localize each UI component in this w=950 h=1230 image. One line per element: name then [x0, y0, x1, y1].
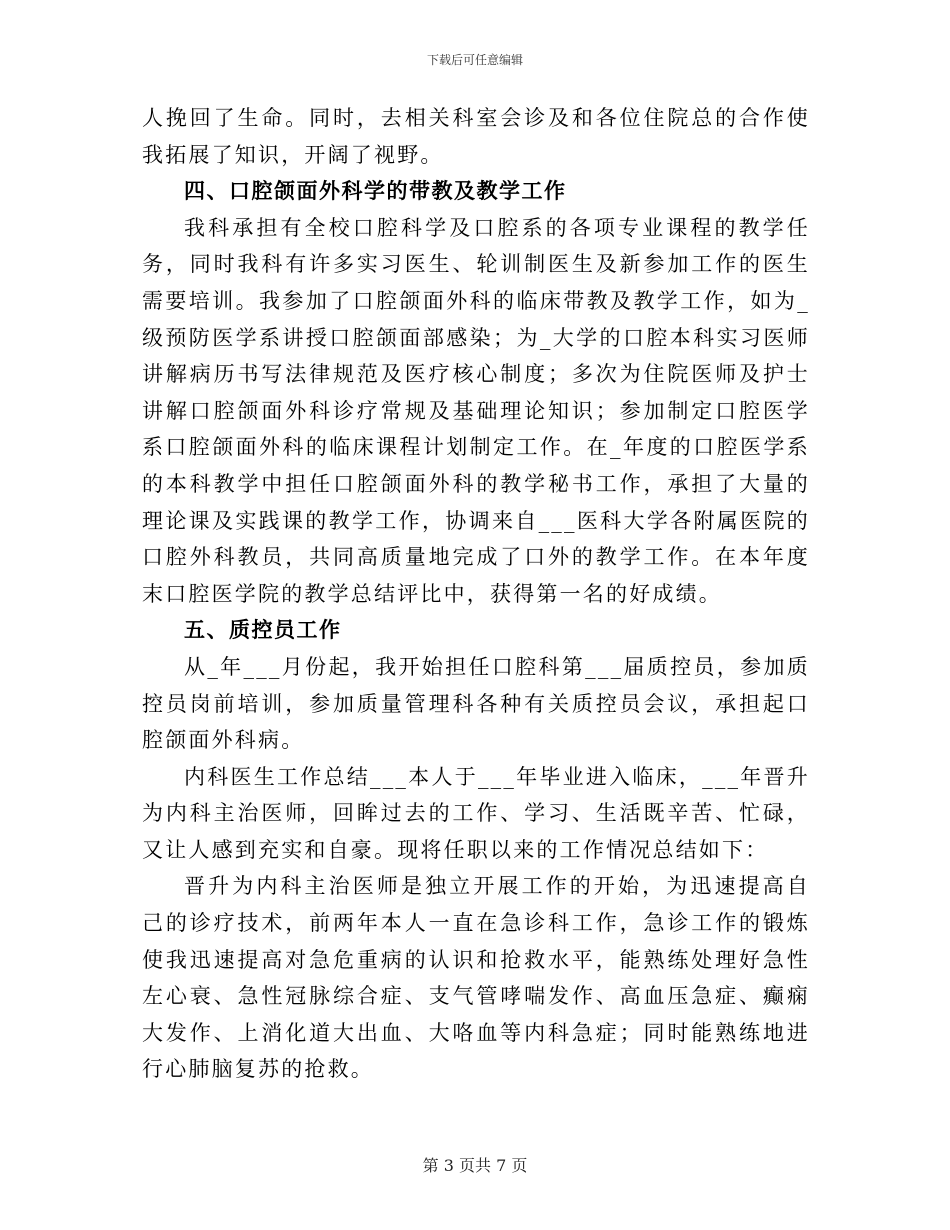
paragraph-quality-control: 从_年___月份起，我开始担任口腔科第___届质控员，参加质控员岗前培训，参加质量管理科各种有关质控员会议，承担起口腔颌面外科病。 [142, 654, 810, 753]
paragraph-continuation: 人挽回了生命。同时，去相关科室会诊及和各位住院总的合作使我拓展了知识，开阔了视野。 [142, 106, 810, 167]
section-heading-quality-control: 五、质控员工作 [184, 617, 342, 643]
paragraph-summary-intro: 内科医生工作总结___本人于___年毕业进入临床，___年晋升为内科主治医师，回眸过去的工作、学习、生活既辛苦、忙碌，又让人感到充实和自豪。现将任职以来的工作情况总结如下： [142, 764, 810, 862]
paragraph-teaching: 我科承担有全校口腔科学及口腔系的各项专业课程的教学任务，同时我科有许多实习医生、轮训制医生及新参加工作的医生需要培训。我参加了口腔颌面外科的临床带教及教学工作，如为_级预防医学系讲授口腔颌面部感染；为_大学的口腔本科实习医师讲解病历书写法律规范及医疗核心制度；多次为住院医师及护士讲解口腔颌面外科诊疗常规及基础理论知识；参加制定口腔医学系口腔颌面外科的临床课程计划制定工作。在_年度的口腔医学系的本科教学中担任口腔颌面外科的教学秘书工作，承担了大量的理论课及实践课的教学工作，协调来自___医科大学各附属医院的口腔外科教员，共同高质量地完成了口外的教学工作。在本年度末口腔医学院的教学总结评比中，获得第一名的好成绩。 [142, 215, 810, 606]
page-header: 下载后可任意编辑 [426, 53, 523, 67]
section-heading-teaching: 四、口腔颌面外科学的带教及教学工作 [184, 178, 567, 204]
paragraph-emergency-work: 晋升为内科主治医师是独立开展工作的开始，为迅速提高自己的诊疗技术，前两年本人一直在急诊科工作，急诊工作的锻炼使我迅速提高对急危重病的认识和抢救水平，能熟练处理好急性左心衰、急性冠脉综合症、支气管哮喘发作、高血压急症、癫痫大发作、上消化道大出血、大咯血等内科急症；同时能熟练地进行心肺脑复苏的抢救。 [142, 874, 810, 1082]
page-number: 第 3 页共 7 页 [422, 1156, 528, 1175]
document-body [142, 100, 810, 1088]
